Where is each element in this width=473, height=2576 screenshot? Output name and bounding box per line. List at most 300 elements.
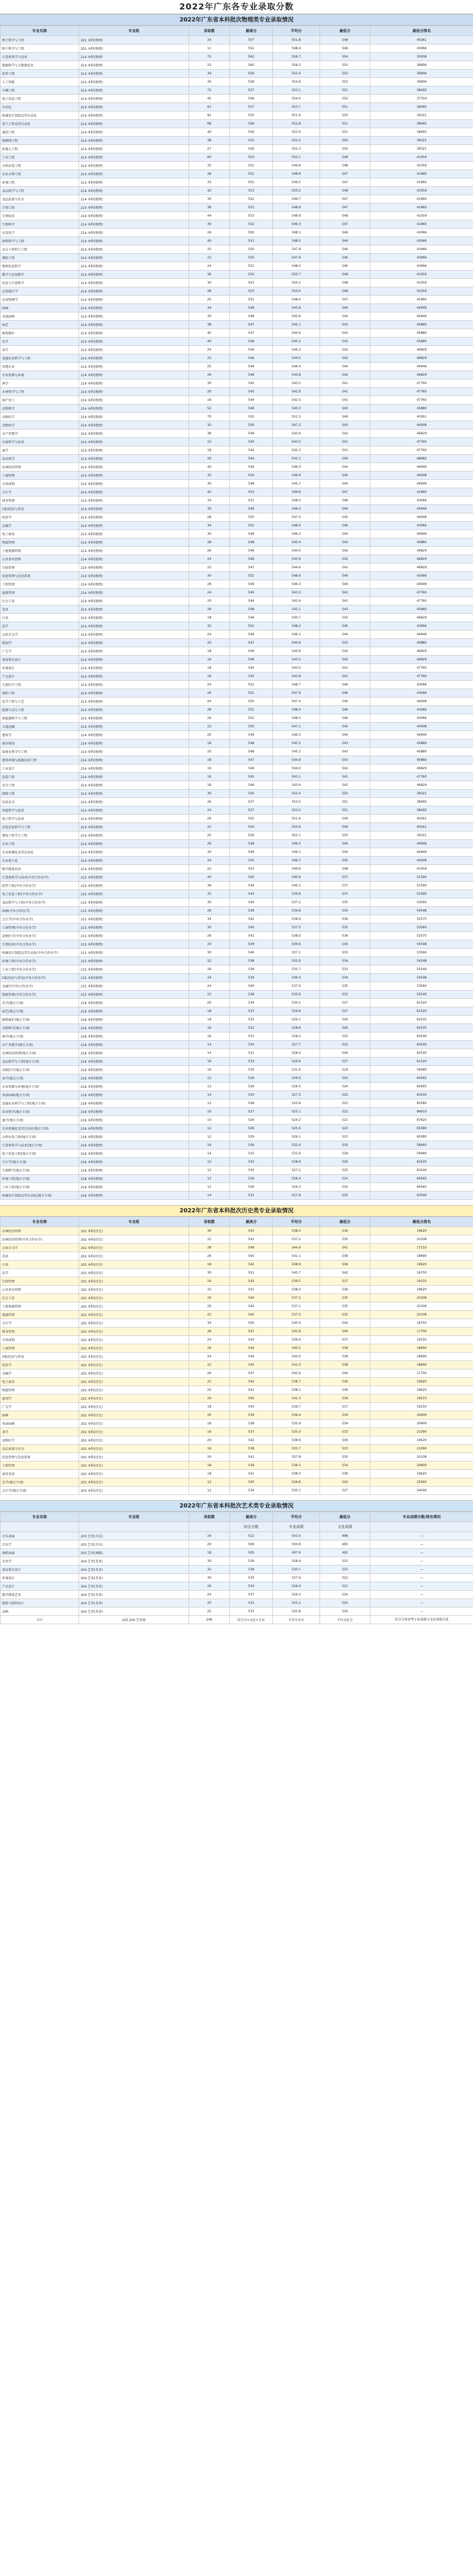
table-cell: 538.4 <box>273 1227 320 1235</box>
table-row <box>1 564 473 572</box>
table-cell: — <box>370 1549 473 1557</box>
table-cell: 216 本科(物理) <box>79 1049 189 1058</box>
table-cell: 食品科学与工程 <box>1 187 79 195</box>
table-cell: 524 <box>320 1175 370 1183</box>
table-cell: 214 本科(物理) <box>79 614 189 622</box>
table-cell: 包装工程 <box>1 773 79 781</box>
table-cell: 43066 <box>370 681 473 689</box>
table-row <box>1 1041 473 1049</box>
table-row <box>1 296 473 304</box>
table-cell: 214 本科(物理) <box>79 53 189 61</box>
table-cell: 18 <box>189 1007 230 1016</box>
table-cell: 24 <box>189 346 230 354</box>
table-cell: 215 本科(物理) <box>79 932 189 940</box>
table-cell: 会计学 <box>1 488 79 497</box>
table-header-row <box>1 1217 473 1227</box>
table-cell: 557 <box>230 103 273 111</box>
table-cell: 548.3 <box>273 497 320 505</box>
table-cell: 545.8 <box>273 304 320 312</box>
table-cell: 12 <box>189 1175 230 1183</box>
table-cell: 544.6 <box>273 639 320 647</box>
table-cell: 工商管理 <box>1 1344 79 1353</box>
table-cell: 46829 <box>370 354 473 363</box>
table-cell: 541.0 <box>273 1361 320 1369</box>
table-cell: 543.7 <box>273 614 320 622</box>
table-row <box>1 999 473 1007</box>
table-cell: 54548 <box>370 957 473 965</box>
table-row <box>1 1175 473 1183</box>
table-cell: 214 本科(物理) <box>79 262 189 271</box>
table-cell: 542.8 <box>273 672 320 681</box>
table-cell: 214 本科(物理) <box>79 706 189 714</box>
table-cell: 测绘工程 <box>1 254 79 262</box>
table-cell: 214 本科(物理) <box>79 254 189 262</box>
table-cell: 543.9 <box>273 555 320 564</box>
table-cell: 216 本科(物理) <box>79 1183 189 1191</box>
table-cell: 542 <box>320 371 370 379</box>
table-cell: 536.4 <box>273 1411 320 1420</box>
table-cell: 农业资源与环境(地方专项) <box>1 1083 79 1091</box>
table-cell: 农林经济管理(中外合作办学) <box>1 1235 79 1244</box>
table-cell: 525 <box>320 1166 370 1175</box>
table-cell: 540 <box>230 949 273 957</box>
table-cell: 547 <box>230 321 273 329</box>
table-cell: 45880 <box>370 338 473 346</box>
table-cell: 548.5 <box>273 714 320 723</box>
table-row <box>1 731 473 739</box>
table-cell: 53560 <box>370 949 473 957</box>
table-cell: 530 <box>230 1041 273 1049</box>
table-cell: 552 <box>320 95 370 103</box>
table-cell: 智慧农业 <box>1 363 79 371</box>
table-cell: 542 <box>320 656 370 664</box>
table-cell: 545 <box>230 438 273 446</box>
table-cell: 24040 <box>370 1487 473 1495</box>
table-row <box>1 664 473 672</box>
table-cell: 能源与动力工程 <box>1 706 79 714</box>
table-cell: 45880 <box>370 321 473 329</box>
table-row <box>1 1394 473 1403</box>
table-cell: 537 <box>320 1336 370 1344</box>
table-cell: 543 <box>320 329 370 338</box>
table-cell: 64565 <box>370 1083 473 1091</box>
table-row <box>1 848 473 857</box>
table-cell: 214 本科(物理) <box>79 396 189 404</box>
table-cell: 32 <box>189 1566 230 1574</box>
table-cell: 214 本科(物理) <box>79 145 189 153</box>
table-cell: 旅游管理 <box>1 589 79 597</box>
table-cell: 网络工程 <box>1 790 79 798</box>
table-cell: 65580 <box>370 1099 473 1108</box>
table-cell: 38495 <box>370 120 473 128</box>
table-cell: 社会工作 <box>1 597 79 605</box>
table-cell: 47760 <box>370 589 473 597</box>
table-cell: 汉语言文学 <box>1 631 79 639</box>
table-cell: 20 <box>189 731 230 739</box>
table-cell: 水族科学与技术 <box>1 438 79 446</box>
table-cell: 公共事业管理 <box>1 555 79 564</box>
table-cell: 535.7 <box>273 1445 320 1453</box>
table-cell: 20 <box>189 1453 230 1461</box>
table-cell: 543 <box>230 890 273 898</box>
table-cell: 556 <box>230 145 273 153</box>
table-cell: 548 <box>230 538 273 547</box>
table-cell: 541 <box>320 597 370 605</box>
table-row <box>1 53 473 61</box>
table-cell: 524 <box>320 1083 370 1091</box>
table-cell: 554 <box>320 53 370 61</box>
table-row <box>1 957 473 965</box>
table-cell: 12 <box>189 1183 230 1191</box>
table-cell: 机械设计制造及其自动化(中外合作办学) <box>1 949 79 957</box>
table-cell: 543.5 <box>273 656 320 664</box>
table-cell: 46829 <box>370 371 473 379</box>
table-cell: 47760 <box>370 396 473 404</box>
table-cell: 541 <box>320 672 370 681</box>
table-cell: 26 <box>189 1252 230 1261</box>
table-row <box>1 949 473 957</box>
table-cell: 20 <box>189 455 230 463</box>
table-cell: 20 <box>189 1294 230 1302</box>
table-cell: 舞蹈表演 <box>1 1549 79 1557</box>
table-cell: 18 <box>189 1470 230 1478</box>
table-cell: 527 <box>230 1108 273 1116</box>
table-cell: 204 艺术(美术) <box>79 1599 189 1607</box>
table-cell: 214 本科(物理) <box>79 723 189 731</box>
table-cell: 34 <box>189 70 230 78</box>
table-cell: 64565 <box>370 1074 473 1083</box>
table-cell: 545 <box>320 723 370 731</box>
table-cell: 47760 <box>370 388 473 396</box>
table-cell: 24 <box>189 36 230 44</box>
table-cell: 543.1 <box>273 773 320 781</box>
table-cell: 529.6 <box>273 1007 320 1016</box>
table-cell: 537 <box>230 1428 273 1436</box>
table-cell: 园艺(地方专项) <box>1 1007 79 1016</box>
table-cell: 550.0 <box>273 287 320 296</box>
table-cell: 551 <box>230 497 273 505</box>
table-cell: 214 本科(物理) <box>79 61 189 70</box>
table-row <box>1 631 473 639</box>
table-row <box>1 421 473 430</box>
table-row <box>1 1235 473 1244</box>
table-cell: 43066 <box>370 245 473 254</box>
table-row <box>1 714 473 723</box>
table-cell: 40 <box>189 463 230 471</box>
table-cell: 38 <box>189 137 230 145</box>
table-cell: 216 本科(物理) <box>79 1016 189 1024</box>
table-cell: 62535 <box>370 1158 473 1166</box>
table-cell: 216 本科(物理) <box>79 1066 189 1074</box>
table-row <box>1 555 473 564</box>
table-cell: 214 本科(物理) <box>79 446 189 455</box>
table-row <box>1 1269 473 1277</box>
table-cell: — <box>370 1557 473 1566</box>
table-cell: 547 <box>230 564 273 572</box>
table-cell: 555 <box>230 413 273 421</box>
table-row <box>1 1150 473 1158</box>
table-cell: 203 艺术(音乐) <box>79 1532 189 1540</box>
table-cell: 214 本科(物理) <box>79 338 189 346</box>
table-cell: 30 <box>189 949 230 957</box>
table-row <box>1 915 473 924</box>
table-cell: 530 <box>230 1478 273 1487</box>
table-cell: 48682 <box>370 455 473 463</box>
table-cell: 43066 <box>370 522 473 530</box>
table-cell: 214 本科(物理) <box>79 170 189 178</box>
table-cell: 20108 <box>370 1311 473 1319</box>
table-cell: 551.6 <box>273 815 320 823</box>
table-cell: 546 <box>320 254 370 262</box>
table-cell: 22 <box>189 1607 230 1616</box>
table-cell: 529 <box>320 1066 370 1074</box>
table-cell: 18 <box>189 647 230 656</box>
table-cell: 525.1 <box>273 1108 320 1116</box>
table-row <box>1 748 473 756</box>
table-cell: 540.1 <box>273 882 320 890</box>
table-cell: 542 <box>320 354 370 363</box>
table-cell: 536 <box>320 1470 370 1478</box>
table-cell: 202 本科(历史) <box>79 1277 189 1286</box>
table-cell: 543 <box>320 321 370 329</box>
table-cell: 52 <box>189 404 230 413</box>
table-cell: 523 <box>320 1557 370 1566</box>
table-cell: 44949 <box>370 505 473 513</box>
table-cell: 47760 <box>370 379 473 388</box>
table-cell: 553 <box>320 61 370 70</box>
table-row <box>1 371 473 379</box>
table-row <box>1 823 473 831</box>
table-cell: 540 <box>320 1369 370 1378</box>
table-cell: 557 <box>230 806 273 815</box>
table-row <box>1 1244 473 1252</box>
table-cell: 生物医学工程 <box>1 681 79 689</box>
table-cell: 547 <box>230 329 273 338</box>
table-cell: 556 <box>230 120 273 128</box>
table-cell: 建筑学 <box>1 731 79 739</box>
table-cell: 214 本科(物理) <box>79 664 189 672</box>
table-cell: 546 <box>230 555 273 564</box>
table-cell: 43066 <box>370 706 473 714</box>
table-cell: 24 <box>189 681 230 689</box>
table-cell: 38495 <box>370 128 473 137</box>
table-cell: 521 <box>320 1116 370 1124</box>
table-cell: 540 <box>230 898 273 907</box>
table-row <box>1 95 473 103</box>
table-cell: 544 <box>230 597 273 605</box>
table-row <box>1 304 473 312</box>
table-cell: 214 本科(物理) <box>79 304 189 312</box>
table-row <box>1 1487 473 1495</box>
table-cell: 214 本科(物理) <box>79 714 189 723</box>
table-cell: 535 <box>320 982 370 991</box>
table-cell: 43066 <box>370 229 473 237</box>
table-cell: 32 <box>189 890 230 898</box>
table-cell: 21090 <box>370 1445 473 1453</box>
table-cell: 538.1 <box>273 1386 320 1394</box>
art-table <box>0 1512 473 1624</box>
table-cell: 214 本科(物理) <box>79 237 189 245</box>
table-cell: 土地资源管理 <box>1 547 79 555</box>
table-cell: 202 本科(历史) <box>79 1227 189 1235</box>
table-cell: 32 <box>189 421 230 430</box>
table-cell: 533 <box>230 1607 273 1616</box>
table-cell: 545 <box>320 857 370 865</box>
table-cell: 24 <box>189 1277 230 1286</box>
table-cell: 538 <box>320 1353 370 1361</box>
table-row <box>1 614 473 622</box>
table-cell: 46829 <box>370 656 473 664</box>
table-cell: 214 本科(物理) <box>79 195 189 204</box>
table-cell: 机器人工程 <box>1 145 79 153</box>
column-header: 专业名称 <box>1 1217 79 1227</box>
table-cell: 53560 <box>370 898 473 907</box>
table-cell: 215 本科(物理) <box>79 949 189 957</box>
table-cell: 36 <box>189 204 230 212</box>
table-cell: 543 <box>320 756 370 764</box>
table-cell: 539 <box>230 907 273 915</box>
table-cell: 540.2 <box>273 1344 320 1353</box>
table-cell: 26 <box>189 547 230 555</box>
table-row <box>1 137 473 145</box>
table-cell: 540 <box>320 1328 370 1336</box>
table-cell: 会计学(中外合作办学) <box>1 915 79 924</box>
table-cell: 蚕学(地方专项) <box>1 1116 79 1124</box>
column-header: 录取数 <box>189 26 230 36</box>
column-header: 录取数 <box>189 1217 230 1227</box>
table-cell: 214 本科(物理) <box>79 589 189 597</box>
table-row <box>1 153 473 162</box>
table-cell: 44949 <box>370 304 473 312</box>
table-cell: 542 <box>230 1436 273 1445</box>
table-cell: 538.7 <box>273 1378 320 1386</box>
table-cell: 农林经济管理 <box>1 463 79 471</box>
table-row <box>1 321 473 329</box>
table-cell: 529 <box>230 1133 273 1141</box>
table-cell: 558 <box>230 95 273 103</box>
table-cell: 542 <box>320 555 370 564</box>
table-cell: 生物技术 <box>1 212 79 220</box>
table-cell: 532 <box>230 1158 273 1166</box>
table-cell: 542.1 <box>273 455 320 463</box>
table-cell: 农林经济管理 <box>1 1227 79 1235</box>
table-cell: 214 本科(物理) <box>79 572 189 580</box>
table-cell: 30 <box>189 480 230 488</box>
table-cell: 548 <box>320 212 370 220</box>
table-row <box>1 1277 473 1286</box>
table-cell: 539 <box>230 974 273 982</box>
table-cell: 548 <box>320 187 370 195</box>
table-row <box>1 831 473 840</box>
table-cell: 560 <box>230 61 273 70</box>
table-cell: 214 本科(物理) <box>79 363 189 371</box>
table-cell: 526.2 <box>273 1183 320 1191</box>
table-cell: 202 本科(历史) <box>79 1319 189 1328</box>
table-cell: 农业工程 <box>1 840 79 848</box>
table-cell: 24 <box>189 940 230 949</box>
column-header: 最低分 <box>320 1512 370 1522</box>
table-cell: 522 <box>320 1108 370 1116</box>
table-cell: 214 本科(物理) <box>79 513 189 522</box>
table-cell: 12 <box>189 1487 230 1495</box>
table-cell: 552 <box>230 220 273 229</box>
table-cell: 风景园林 <box>1 1420 79 1428</box>
table-cell: 548 <box>320 279 370 287</box>
table-cell: 550 <box>230 1319 273 1328</box>
table-cell: 44008 <box>370 723 473 731</box>
table-cell: 542 <box>320 781 370 790</box>
table-cell: 46829 <box>370 555 473 564</box>
table-cell: 草业科学 <box>1 455 79 463</box>
table-cell: 214 本科(物理) <box>79 781 189 790</box>
table-row <box>1 103 473 111</box>
table-cell: 40 <box>189 338 230 346</box>
table-cell: 法学 <box>1 1269 79 1277</box>
table-row <box>1 513 473 522</box>
table-cell: 544 <box>320 505 370 513</box>
table-cell: 550 <box>230 513 273 522</box>
table-cell: 214 本科(物理) <box>79 806 189 815</box>
table-cell: 550 <box>320 790 370 798</box>
table-cell: 24 <box>189 1532 230 1540</box>
table-cell: 30 <box>189 848 230 857</box>
table-cell: 214 本科(物理) <box>79 471 189 480</box>
section-caption-art: 2022年广东省本科批次艺术类专业录取情况 <box>0 1500 473 1512</box>
table-cell: 540 <box>230 982 273 991</box>
table-cell: 30 <box>189 1269 230 1277</box>
table-cell: 549 <box>230 505 273 513</box>
table-cell: 546.3 <box>273 580 320 589</box>
table-cell: 521 <box>320 1582 370 1591</box>
table-cell: 534 <box>320 974 370 982</box>
column-header: 专业组 <box>79 1512 189 1522</box>
table-cell: 202 本科(历史) <box>79 1361 189 1369</box>
table-cell: 202 本科(历史) <box>79 1235 189 1244</box>
table-cell: 动物科学 <box>1 404 79 413</box>
table-cell: — <box>370 1540 473 1549</box>
table-cell: 547 <box>230 1328 273 1336</box>
table-cell: 544 <box>320 731 370 739</box>
column-header <box>79 1522 189 1532</box>
table-cell: 534 <box>320 1420 370 1428</box>
table-row <box>1 1083 473 1091</box>
table-cell: 26 <box>189 798 230 806</box>
table-row <box>1 1286 473 1294</box>
table-cell: 24 <box>189 262 230 271</box>
table-cell: 20 <box>189 597 230 605</box>
table-cell: 536 <box>320 932 370 940</box>
table-cell: 215 本科(物理) <box>79 915 189 924</box>
table-cell: 552 <box>230 44 273 53</box>
column-header: 最低分 <box>320 26 370 36</box>
table-row <box>1 70 473 78</box>
column-header: 平均分 <box>273 1512 320 1522</box>
table-cell: 546 <box>230 430 273 438</box>
table-cell: 24 <box>189 974 230 982</box>
table-cell: 12 <box>189 1133 230 1141</box>
table-row <box>1 647 473 656</box>
table-cell: 541 <box>230 932 273 940</box>
table-cell: 531 <box>230 1191 273 1200</box>
table-cell: 549 <box>320 823 370 831</box>
table-cell: 216 本科(物理) <box>79 1099 189 1108</box>
table-cell: 526 <box>320 1158 370 1166</box>
table-cell: 202 本科(历史) <box>79 1353 189 1361</box>
table-cell: 545 <box>230 1361 273 1369</box>
table-cell: 544.0 <box>273 764 320 773</box>
table-cell: 新闻学 <box>1 639 79 647</box>
table-cell: 信息管理与信息系统 <box>1 1453 79 1461</box>
